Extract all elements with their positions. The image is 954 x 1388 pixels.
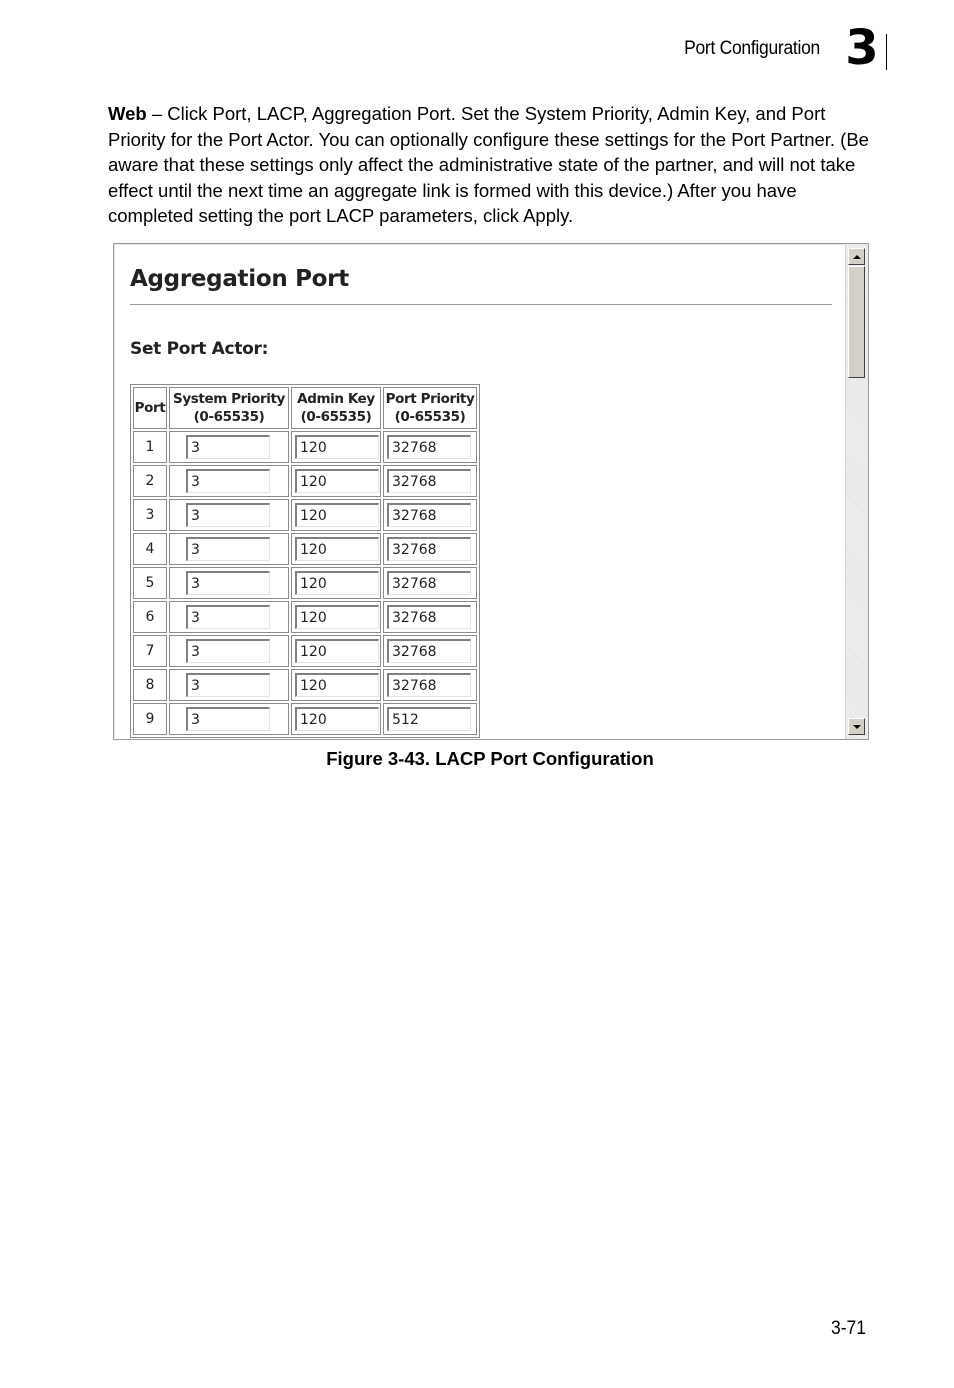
page-number: 3-71: [831, 1318, 866, 1339]
port-priority-cell: [383, 499, 477, 531]
admin-key-input[interactable]: [295, 537, 379, 561]
aggregation-port-screenshot: [113, 243, 869, 740]
port-priority-cell: [383, 601, 477, 633]
system-priority-input[interactable]: [186, 469, 270, 493]
system-priority-cell: [169, 431, 289, 463]
system-priority-input[interactable]: [186, 537, 270, 561]
running-head: Port Configuration: [684, 38, 820, 59]
port-number: 4: [133, 533, 167, 565]
admin-key-input[interactable]: [295, 605, 379, 629]
admin-key-cell: [291, 703, 381, 735]
table-row: [133, 567, 477, 599]
admin-key-cell: [291, 465, 381, 497]
system-priority-cell: [169, 601, 289, 633]
column-header-port: Port: [133, 387, 167, 429]
table-row: [133, 703, 477, 735]
scroll-up-button[interactable]: [848, 248, 865, 265]
port-number: 7: [133, 635, 167, 667]
admin-key-input[interactable]: [295, 707, 379, 731]
port-priority-input[interactable]: [387, 537, 471, 561]
system-priority-cell: [169, 669, 289, 701]
port-number: 9: [133, 703, 167, 735]
table-row: [133, 635, 477, 667]
column-header-port-priority: [383, 387, 477, 429]
admin-key-input[interactable]: [295, 571, 379, 595]
section-label: Set Port Actor:: [130, 339, 269, 359]
table-row: [133, 499, 477, 531]
admin-key-input[interactable]: [295, 469, 379, 493]
admin-key-input[interactable]: [295, 435, 379, 459]
system-priority-input[interactable]: [186, 435, 270, 459]
column-header-admin-key-label: Admin Key: [297, 391, 375, 407]
port-priority-input[interactable]: [387, 571, 471, 595]
port-priority-input[interactable]: [387, 639, 471, 663]
body-lead: Web: [108, 103, 147, 124]
page-title: Aggregation Port: [130, 266, 349, 292]
admin-key-input[interactable]: [295, 673, 379, 697]
column-header-admin-key: [291, 387, 381, 429]
column-header-admin-key-range: (0-65535): [300, 409, 372, 425]
admin-key-cell: [291, 431, 381, 463]
port-actor-table: [130, 384, 480, 738]
arrow-down-icon: [853, 725, 861, 729]
port-priority-cell: [383, 465, 477, 497]
system-priority-input[interactable]: [186, 673, 270, 697]
vertical-scrollbar[interactable]: [845, 244, 868, 739]
system-priority-input[interactable]: [186, 605, 270, 629]
port-number: 1: [133, 431, 167, 463]
scroll-thumb[interactable]: [848, 266, 865, 378]
port-priority-input[interactable]: [387, 503, 471, 527]
port-priority-input[interactable]: [387, 673, 471, 697]
port-number: 8: [133, 669, 167, 701]
body-paragraph: [108, 101, 878, 229]
system-priority-cell: [169, 703, 289, 735]
column-header-system-priority-label: System Priority: [173, 391, 285, 407]
admin-key-input[interactable]: [295, 503, 379, 527]
table-row: [133, 601, 477, 633]
port-number: 6: [133, 601, 167, 633]
system-priority-cell: [169, 465, 289, 497]
port-priority-cell: [383, 703, 477, 735]
system-priority-input[interactable]: [186, 707, 270, 731]
port-priority-input[interactable]: [387, 435, 471, 459]
screen-content: [114, 244, 844, 739]
system-priority-input[interactable]: [186, 503, 270, 527]
admin-key-cell: [291, 499, 381, 531]
body-text: – Click Port, LACP, Aggregation Port. Set the System Priority, Admin Key, and Port Priority for the Port Actor. You can optionally configure these settings for the Port Partner. (Be aware that these settings only affect the administrative state of the partner, and will not take effect until the next time an aggregate link is formed with this device.) After you have completed setting the port LACP parameters, click Apply.: [108, 103, 869, 226]
port-priority-cell: [383, 567, 477, 599]
admin-key-input[interactable]: [295, 639, 379, 663]
system-priority-input[interactable]: [186, 639, 270, 663]
admin-key-cell: [291, 669, 381, 701]
figure-caption: Figure 3-43. LACP Port Configuration: [326, 748, 654, 769]
table-row: [133, 669, 477, 701]
admin-key-cell: [291, 567, 381, 599]
port-priority-input[interactable]: [387, 605, 471, 629]
table-header-row: [133, 387, 477, 429]
scroll-down-button[interactable]: [848, 718, 865, 735]
port-number: 5: [133, 567, 167, 599]
chapter-number: 3: [845, 20, 879, 76]
arrow-up-icon: [853, 255, 861, 259]
system-priority-cell: [169, 635, 289, 667]
table-row: [133, 465, 477, 497]
port-priority-cell: [383, 533, 477, 565]
port-priority-input[interactable]: [387, 707, 471, 731]
column-header-system-priority-range: (0-65535): [193, 409, 265, 425]
table-row: [133, 533, 477, 565]
column-header-system-priority: [169, 387, 289, 429]
table-row: [133, 431, 477, 463]
port-number: 3: [133, 499, 167, 531]
title-divider: [130, 304, 832, 306]
port-priority-cell: [383, 635, 477, 667]
port-number: 2: [133, 465, 167, 497]
column-header-port-priority-label: Port Priority: [385, 391, 475, 407]
port-priority-cell: [383, 669, 477, 701]
port-priority-input[interactable]: [387, 469, 471, 493]
chapter-rule: [886, 34, 887, 70]
system-priority-input[interactable]: [186, 571, 270, 595]
system-priority-cell: [169, 499, 289, 531]
admin-key-cell: [291, 635, 381, 667]
system-priority-cell: [169, 533, 289, 565]
port-priority-cell: [383, 431, 477, 463]
admin-key-cell: [291, 533, 381, 565]
system-priority-cell: [169, 567, 289, 599]
column-header-port-priority-range: (0-65535): [394, 409, 466, 425]
admin-key-cell: [291, 601, 381, 633]
